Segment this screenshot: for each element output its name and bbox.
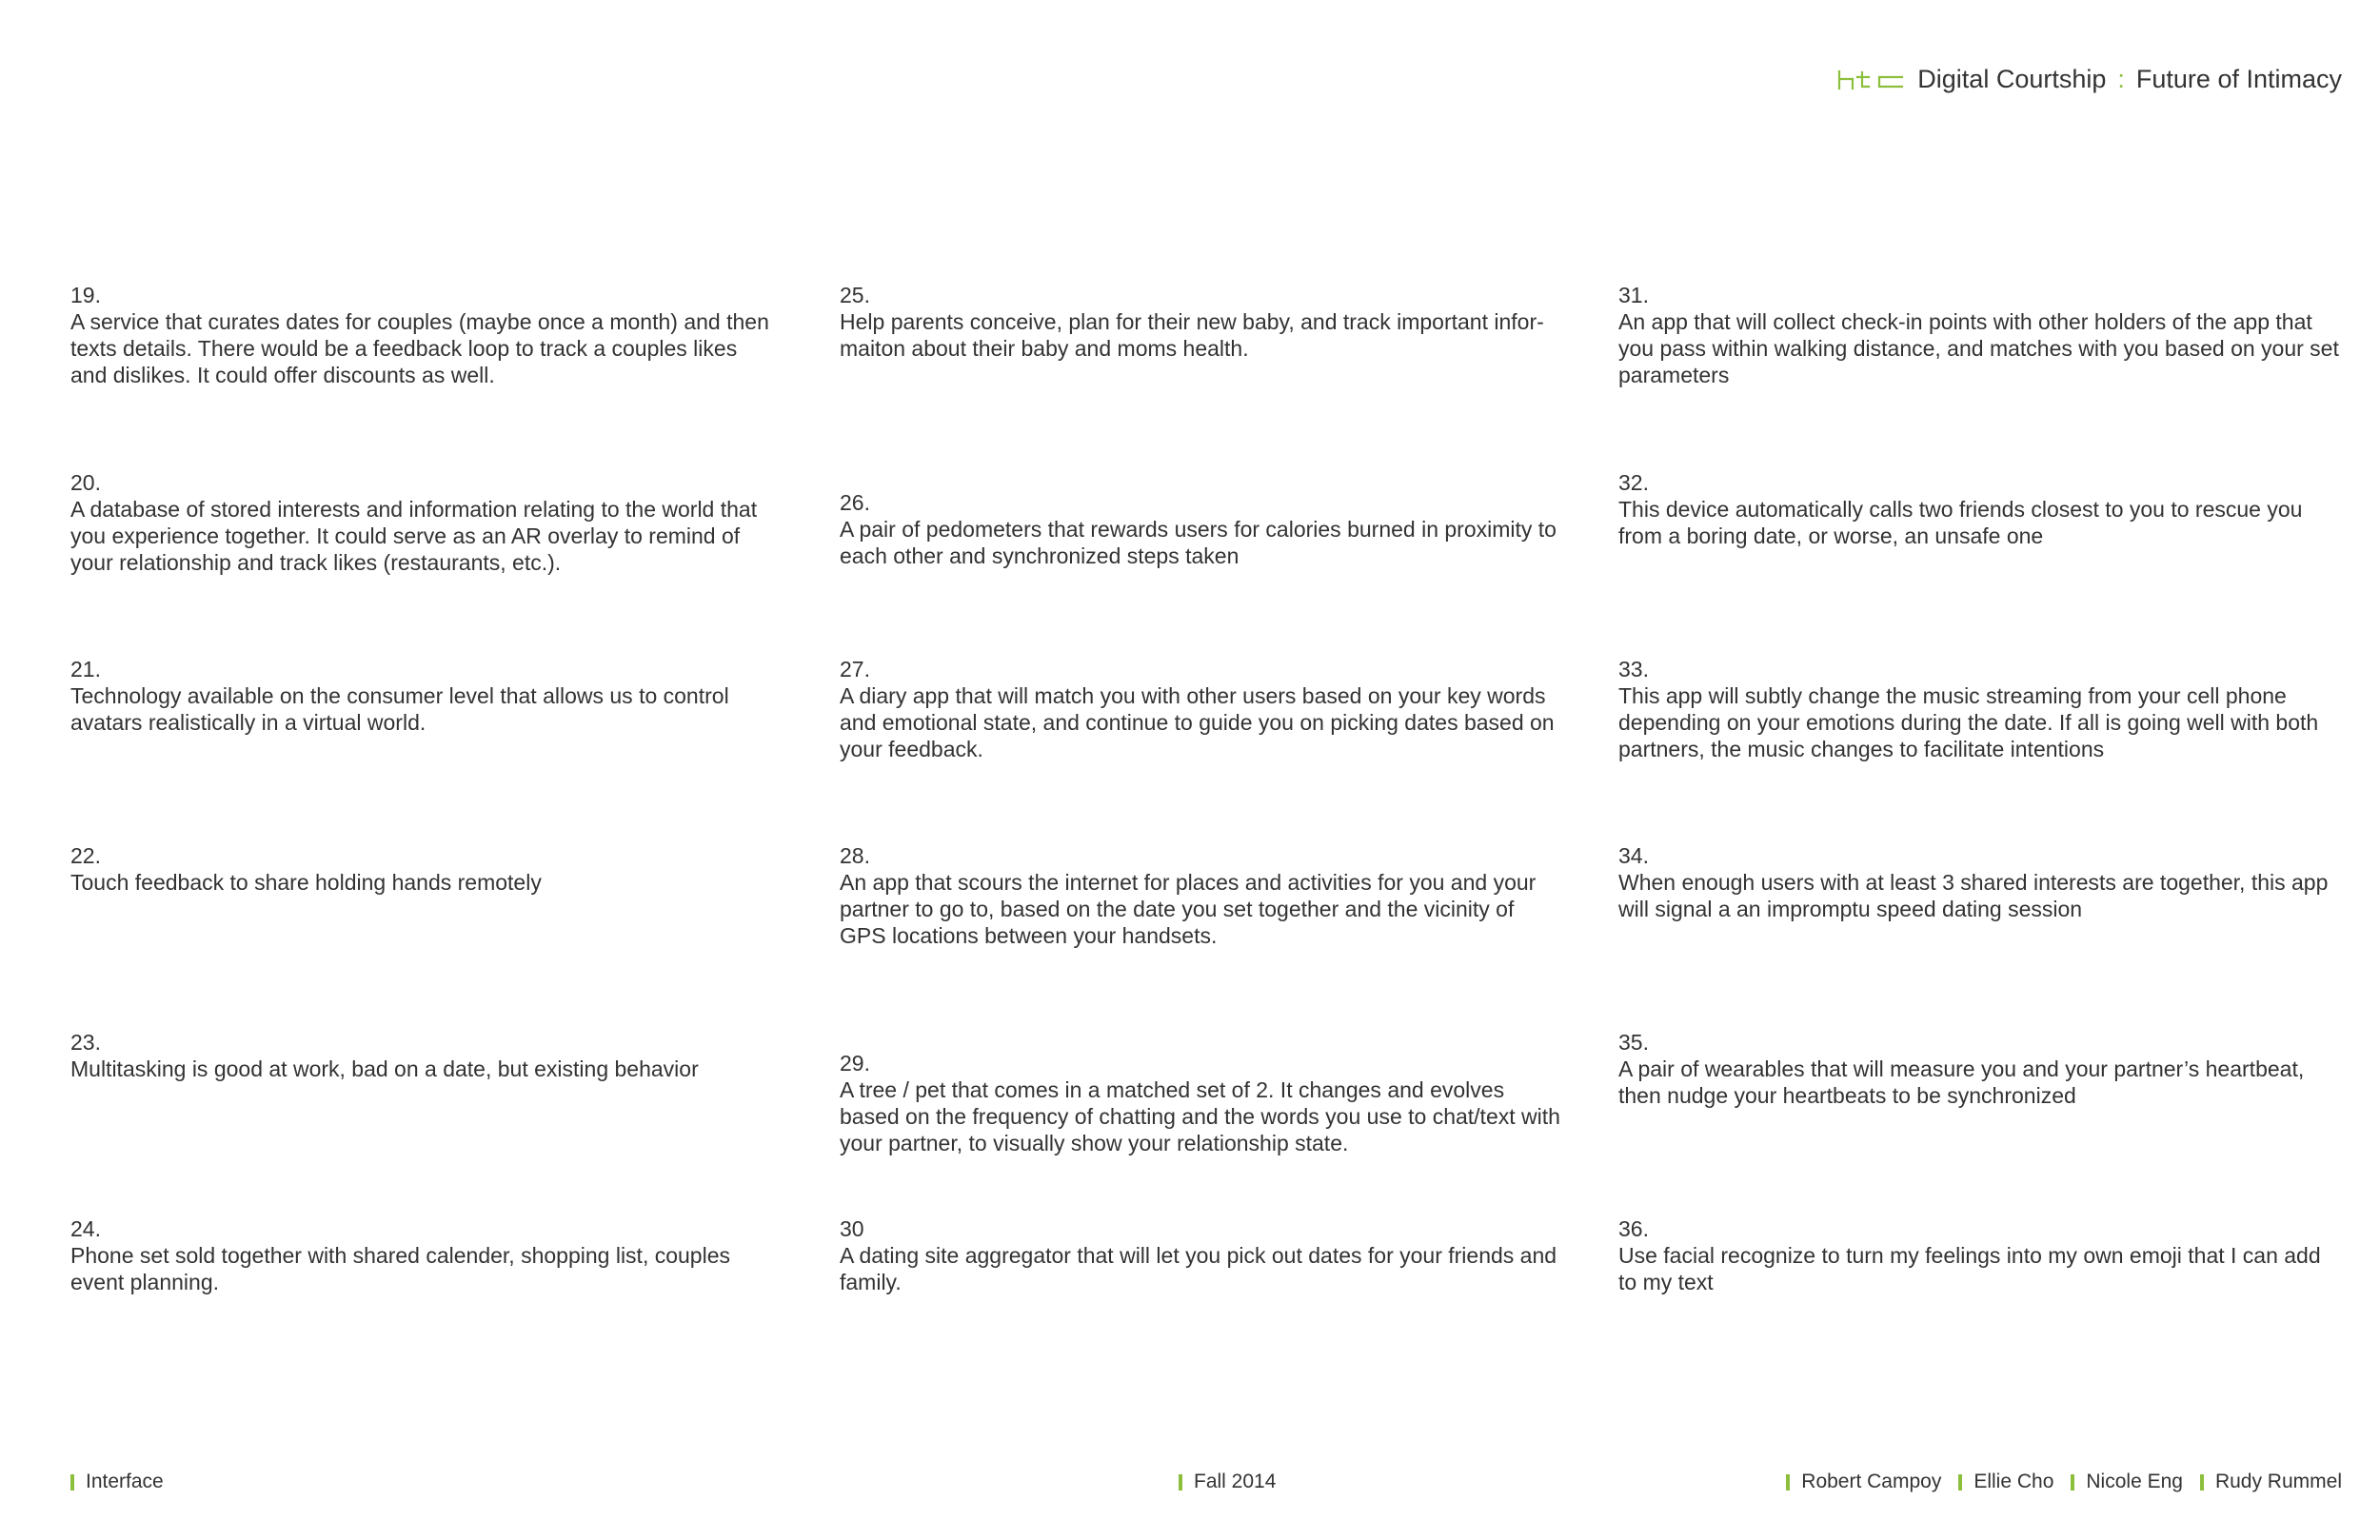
idea-text: An app that scours the internet for places and activities for you and your partner to go to, based on the date you set together and the vicinity of GPS locations between your handsets. [840,870,1537,948]
title-separator: : [2117,65,2125,93]
author-name-text: Ellie Cho [1973,1471,2054,1492]
idea-text: A dating site aggregator that will let you pick out dates for your friends and family. [840,1243,1557,1294]
idea-text: Use facial recognize to turn my feelings into my own emoji that I can add to my text [1618,1243,2321,1294]
idea-number: 35. [1618,1030,1649,1055]
document-title: Digital Courtship [1917,65,2107,93]
idea-item [840,1050,1563,1156]
author-name [1958,1471,2053,1493]
idea-item [70,1215,775,1295]
idea-item [840,842,1563,949]
idea-item [1618,842,2342,922]
footer-term-label: Fall 2014 [1194,1471,1277,1492]
idea-number: 22. [70,843,101,868]
footer-authors [1786,1471,2342,1493]
idea-text: An app that will collect check-in points with other holders of the app that you pass within walking distance, and matches with you based on your set parameters [1618,309,2339,387]
idea-text: When enough users with at least 3 shared interests are together, this app will signal a an impromptu speed dating session [1618,870,2329,921]
footer-bar-marker [2071,1474,2074,1491]
idea-number: 20. [70,470,101,495]
idea-text: Help parents conceive, plan for their new baby, and track important infor-maiton about their baby and moms health. [840,309,1544,361]
idea-item [70,469,775,576]
idea-item [1618,656,2342,762]
author-name [2071,1471,2183,1493]
idea-number: 33. [1618,657,1649,681]
footer-term [1179,1471,1276,1493]
idea-item [840,282,1563,362]
author-name-text: Nicole Eng [2086,1471,2183,1492]
idea-number: 28. [840,843,870,868]
idea-text: This device automatically calls two friends closest to you to rescue you from a boring date, or worse, an unsafe one [1618,497,2303,548]
idea-number: 25. [840,283,870,307]
footer-bar-marker [70,1474,74,1491]
idea-number: 21. [70,657,101,681]
footer-section [70,1471,164,1493]
idea-item [1618,469,2342,549]
idea-item [1618,282,2342,388]
idea-text: A service that curates dates for couples (maybe once a month) and then texts details. There would be a feedback loop to track a couples likes and dislikes. It could offer discounts as well. [70,309,769,387]
idea-text: A pair of wearables that will measure you and your partner’s heartbeat, then nudge your heartbeats to be synchronized [1618,1056,2305,1108]
idea-number: 19. [70,283,101,307]
idea-text: This app will subtly change the music streaming from your cell phone depending on your emotions during the date. If all is going well with both partners, the music changes to facilitate intentions [1618,683,2319,761]
author-name-text: Robert Campoy [1801,1471,1942,1492]
idea-item [840,1215,1563,1295]
idea-text: A pair of pedometers that rewards users for calories burned in proximity to each other and synchronized steps taken [840,517,1557,568]
idea-number: 29. [840,1051,870,1076]
idea-number: 31. [1618,283,1649,307]
idea-item [840,489,1563,569]
document-subtitle: Future of Intimacy [2135,65,2342,93]
idea-text: A database of stored interests and information relating to the world that you experience together. It could serve as an AR overlay to remind of your relationship and track likes (restaurants, etc.). [70,497,758,575]
idea-number: 26. [840,490,870,515]
idea-number: 30 [840,1216,864,1241]
idea-number: 27. [840,657,870,681]
idea-text: Phone set sold together with shared calender, shopping list, couples event planning. [70,1243,730,1294]
idea-text: Technology available on the consumer level that allows us to control avatars realistically in a virtual world. [70,683,729,735]
idea-text: Touch feedback to share holding hands remotely [70,870,542,895]
idea-number: 36. [1618,1216,1649,1241]
idea-item [1618,1215,2342,1295]
idea-item [840,656,1563,762]
footer-bar-marker [1786,1474,1790,1491]
footer-bar-marker [2200,1474,2204,1491]
author-name [2200,1471,2342,1493]
idea-number: 32. [1618,470,1649,495]
idea-text: Multitasking is good at work, bad on a date, but existing behavior [70,1056,699,1081]
author-name [1786,1471,1941,1493]
footer-bar-marker [1179,1474,1182,1491]
idea-number: 24. [70,1216,101,1241]
footer-bar-marker [1958,1474,1962,1491]
idea-item [70,1029,775,1082]
idea-number: 23. [70,1030,101,1055]
footer-section-label: Interface [86,1471,164,1492]
idea-text: A diary app that will match you with other users based on your key words and emotional state, and continue to guide you on picking dates based on your feedback. [840,683,1555,761]
idea-item [70,842,775,896]
idea-item [70,282,775,388]
idea-item [70,656,775,736]
idea-text: A tree / pet that comes in a matched set of 2. It changes and evolves based on the frequency of chatting and the words you use to chat/text with your partner, to visually show your relationship state. [840,1077,1560,1155]
idea-number: 34. [1618,843,1649,868]
author-name-text: Rudy Rummel [2214,1471,2342,1492]
idea-item [1618,1029,2342,1109]
